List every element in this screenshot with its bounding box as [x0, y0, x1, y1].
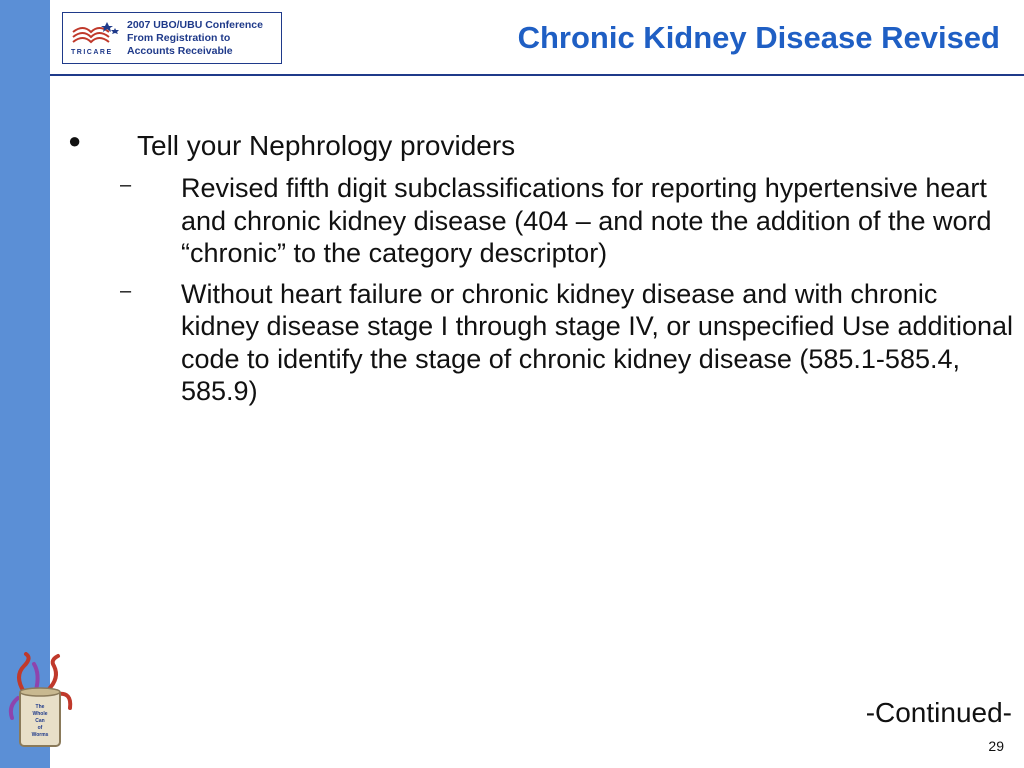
sub-bullet-item [60, 172, 1015, 270]
mascot-label-line: of [37, 725, 43, 731]
main-bullet-text: Tell your Nephrology providers [137, 130, 516, 161]
sub-bullet-text: Revised fifth digit subclassifications for reporting hypertensive heart and chronic kidney disease (404 – and note the addition of the word “chronic” to the category descriptor) [181, 173, 992, 268]
bullet-dot-icon: ● [68, 128, 82, 153]
slide-title: Chronic Kidney Disease Revised [517, 20, 1000, 55]
slide-content [60, 128, 1015, 416]
dash-bullet-icon: – [120, 279, 132, 302]
main-bullet [60, 128, 1015, 168]
logo-line-1: 2007 UBO/UBU Conference [127, 19, 263, 31]
slide-number: 29 [988, 738, 1004, 754]
mascot-label-line: The [35, 704, 45, 710]
dash-bullet-icon: – [120, 174, 132, 196]
sub-bullet-item [60, 278, 1015, 408]
mascot-label-line: Can [35, 718, 45, 724]
can-of-worms-mascot-icon [6, 652, 76, 750]
logo-line-2: From Registration to [127, 32, 231, 44]
conference-logo [62, 12, 282, 64]
conference-logo-text [127, 19, 263, 58]
tricare-logo-icon [69, 18, 121, 58]
sub-bullet-list [60, 172, 1015, 408]
title-divider [50, 74, 1024, 76]
logo-mark-text: TRICARE [71, 49, 113, 56]
logo-line-3: Accounts Receivable [127, 45, 233, 57]
mascot-label-line: Worms [31, 732, 49, 738]
sub-bullet-text: Without heart failure or chronic kidney disease and with chronic kidney disease stage I through stage IV, or unspecified Use additional code to identify the stage of chronic kidney disease (585.1-585.4, 585.9) [181, 278, 1014, 406]
continued-label: -Continued- [865, 697, 1012, 728]
mascot-label-line: Whole [32, 711, 48, 717]
